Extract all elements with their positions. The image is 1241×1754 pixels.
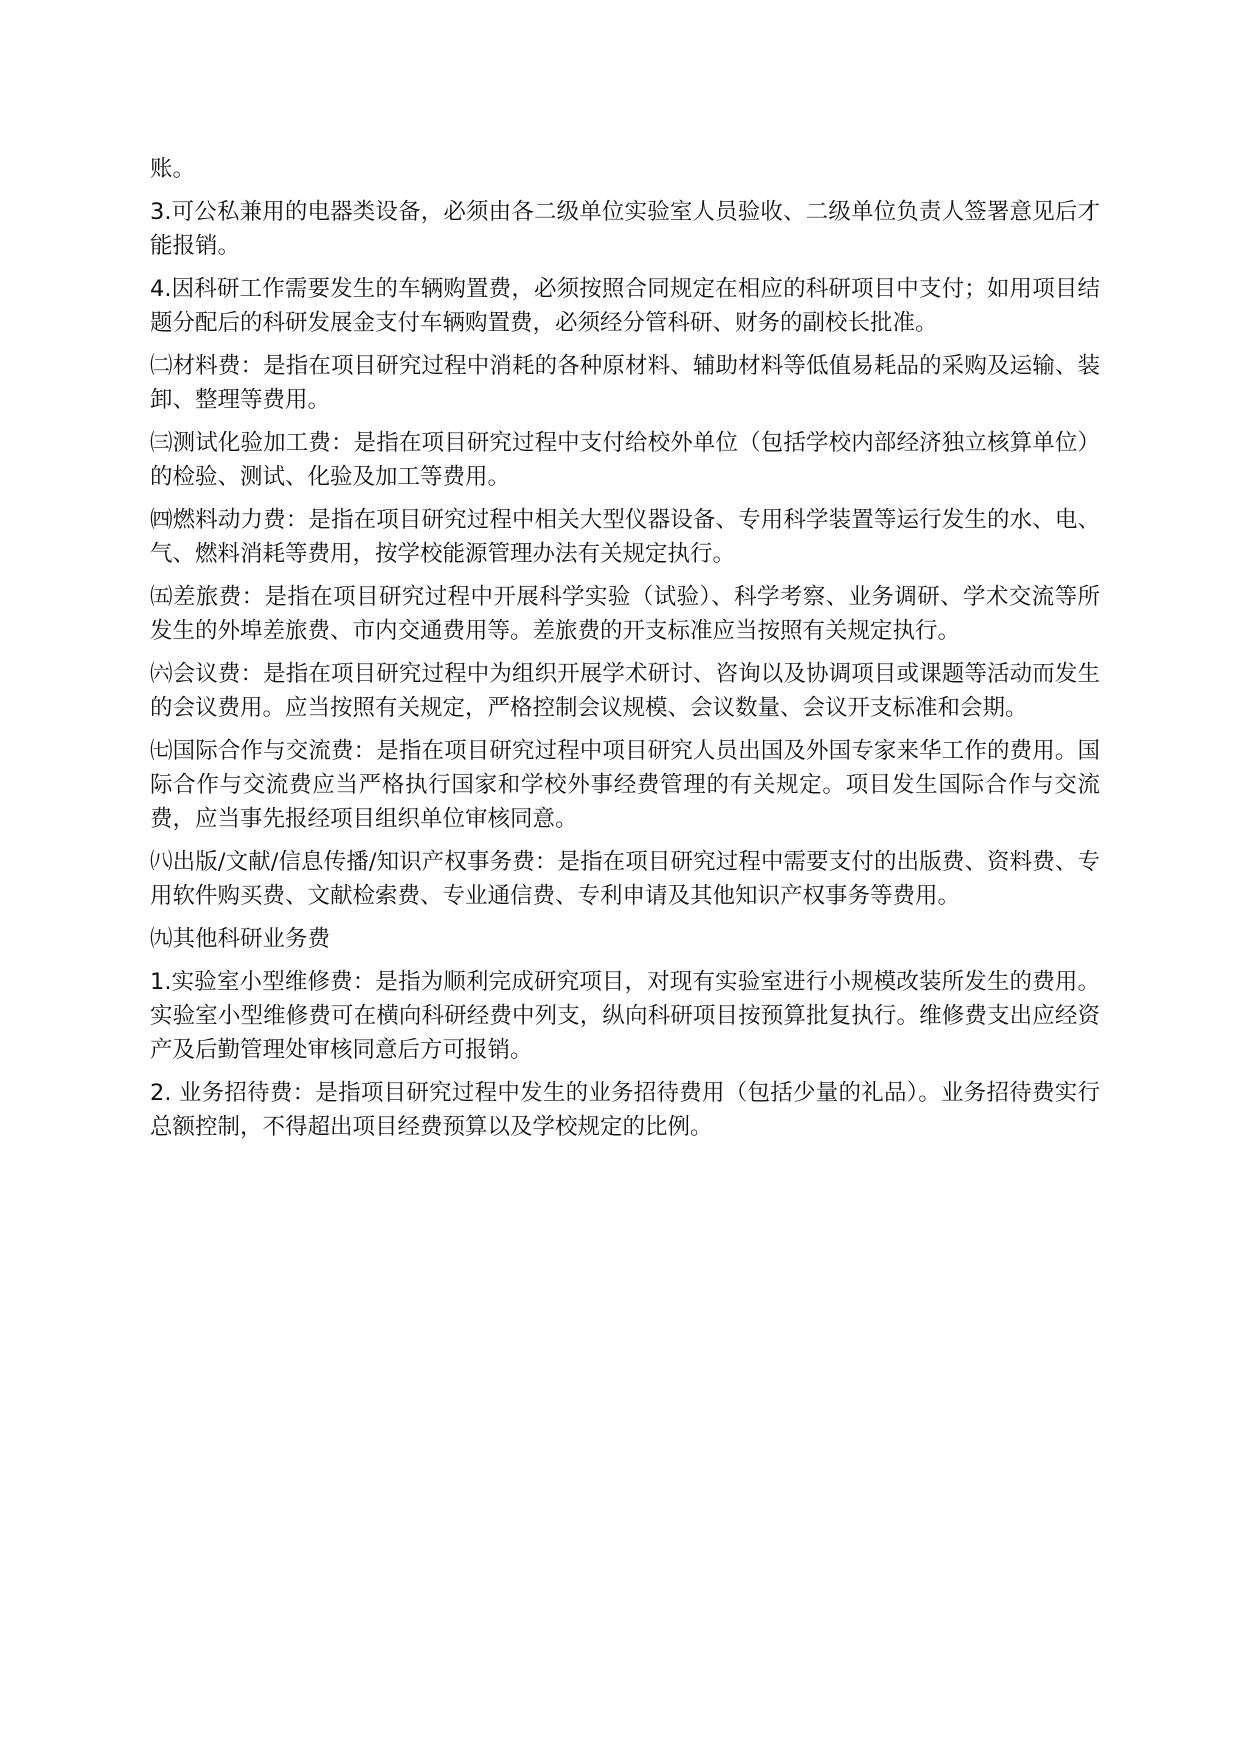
paragraph-number: 1. — [150, 969, 172, 995]
paragraph-number: ㈡ — [150, 353, 173, 379]
paragraph-number: ㈦ — [150, 738, 173, 764]
paragraph-text: 可公私兼用的电器类设备，必须由各二级单位实验室人员验收、二级单位负责人签署意见后才能报销。 — [150, 199, 1100, 259]
document-page — [150, 152, 1100, 1153]
paragraph-number: ㈨ — [150, 926, 173, 952]
paragraph-travel-fee — [150, 580, 1100, 648]
paragraph-number: ㈤ — [150, 584, 173, 610]
paragraph-text: 燃料动力费：是指在项目研究过程中相关大型仪器设备、专用科学装置等运行发生的水、电、气、燃料消耗等费用，按学校能源管理办法有关规定执行。 — [150, 507, 1100, 567]
paragraph-text: 国际合作与交流费：是指在项目研究过程中项目研究人员出国及外国专家来华工作的费用。国际合作与交流费应当严格执行国家和学校外事经费管理的有关规定。项目发生国际合作与交流费，应当事先报经项目组织单位审核同意。 — [150, 738, 1100, 832]
paragraph-text: 账。 — [150, 156, 196, 182]
paragraph-fuel-power-fee — [150, 503, 1100, 571]
paragraph-lab-repair-fee — [150, 965, 1100, 1067]
paragraph-text: 业务招待费：是指项目研究过程中发生的业务招待费用（包括少量的礼品）。业务招待费实行总额控制，不得超出项目经费预算以及学校规定的比例。 — [150, 1080, 1100, 1140]
paragraph-meeting-fee — [150, 657, 1100, 725]
paragraph-other-fee-heading — [150, 922, 1100, 956]
paragraph-text: 差旅费：是指在项目研究过程中开展科学实验（试验）、科学考察、业务调研、学术交流等所发生的外埠差旅费、市内交通费用等。差旅费的开支标准应当按照有关规定执行。 — [150, 584, 1100, 644]
paragraph-text: 材料费：是指在项目研究过程中消耗的各种原材料、辅助材料等低值易耗品的采购及运输、装卸、整理等费用。 — [150, 353, 1100, 413]
paragraph-text: 测试化验加工费：是指在项目研究过程中支付给校外单位（包括学校内部经济独立核算单位）的检验、测试、化验及加工等费用。 — [150, 430, 1100, 490]
paragraph-number: ㈧ — [150, 849, 173, 875]
paragraph-number: 3. — [150, 199, 172, 225]
paragraph-item-3 — [150, 195, 1100, 263]
paragraph-number: ㈥ — [150, 661, 173, 687]
paragraph-continuation — [150, 152, 1100, 186]
paragraph-international-fee — [150, 734, 1100, 836]
paragraph-number: ㈢ — [150, 430, 173, 456]
paragraph-material-fee — [150, 349, 1100, 417]
paragraph-text: 因科研工作需要发生的车辆购置费，必须按照合同规定在相应的科研项目中支付；如用项目结题分配后的科研发展金支付车辆购置费，必须经分管科研、财务的副校长批准。 — [150, 276, 1100, 336]
paragraph-text: 其他科研业务费 — [172, 926, 331, 952]
paragraph-text: 出版/文献/信息传播/知识产权事务费：是指在项目研究过程中需要支付的出版费、资料费、专用软件购买费、文献检索费、专业通信费、专利申请及其他知识产权事务等费用。 — [150, 849, 1100, 909]
paragraph-item-4 — [150, 272, 1100, 340]
paragraph-number: 2. — [150, 1080, 179, 1106]
paragraph-text: 实验室小型维修费：是指为顺利完成研究项目，对现有实验室进行小规模改装所发生的费用。实验室小型维修费可在横向科研经费中列支，纵向科研项目按预算批复执行。维修费支出应经资产及后勤管理处审核同意后方可报销。 — [150, 969, 1100, 1063]
paragraph-number: ㈣ — [150, 507, 173, 533]
paragraph-hospitality-fee — [150, 1076, 1100, 1144]
paragraph-publication-fee — [150, 845, 1100, 913]
paragraph-text: 会议费：是指在项目研究过程中为组织开展学术研讨、咨询以及协调项目或课题等活动而发生的会议费用。应当按照有关规定，严格控制会议规模、会议数量、会议开支标准和会期。 — [150, 661, 1100, 721]
paragraph-testing-fee — [150, 426, 1100, 494]
paragraph-number: 4. — [150, 276, 172, 302]
